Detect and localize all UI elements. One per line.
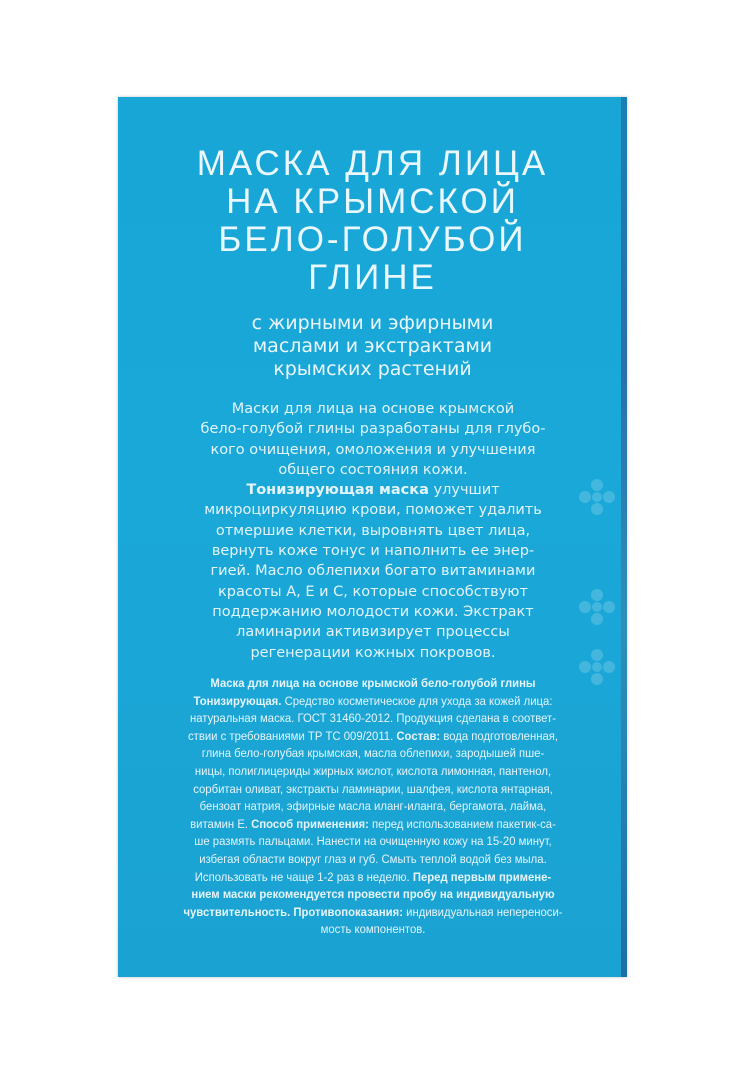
description-line: микроциркуляцию крови, поможет удалить: [204, 502, 542, 519]
title-line: НА КРЫМСКОЙ: [226, 182, 519, 221]
product-description: [158, 399, 588, 663]
composition-line: глина бело-голубая крымская, масла облепихи, зародышей пше-: [201, 746, 545, 761]
composition-line: ницы, полиглицериды жирных кислот, кислота лимонная, пантенол,: [194, 763, 552, 778]
composition-line: [161, 886, 584, 904]
description-line: [158, 480, 588, 500]
title-line: МАСКА ДЛЯ ЛИЦА: [196, 144, 549, 183]
composition-line: [161, 675, 584, 693]
description-line: бело-голубой глины разработаны для глубо-: [200, 421, 546, 438]
composition-text: Использовать не чаще 1-2 раз в неделю.: [194, 869, 413, 884]
composition-line: [161, 728, 584, 746]
product-box-back: [118, 97, 627, 977]
description-line: красоты А, Е и С, которые способствуют: [218, 583, 528, 600]
composition-line: бензоат натрия, эфирные масла иланг-иланга, бергамота, лайма,: [199, 799, 547, 814]
title-line: БЕЛО-ГОЛУБОЙ: [218, 220, 527, 259]
description-line: поддержанию молодости кожи. Экстракт: [212, 603, 534, 620]
contraindications-label: чувствительность. Противопоказания:: [183, 904, 404, 919]
composition-line: [161, 693, 584, 711]
description-line: отмершие клетки, выровнять цвет лица,: [215, 522, 531, 539]
description-line: регенерации кожных покровов.: [250, 644, 496, 661]
composition-line: ше размять пальцами. Нанести на очищенную кожу на 15-20 минут,: [194, 834, 552, 849]
composition-text: вода подготовленная,: [440, 728, 559, 743]
usage-label: Способ применения:: [251, 816, 369, 831]
title-line: ГЛИНЕ: [308, 258, 437, 297]
description-line: ламинарии активизирует процессы: [236, 624, 510, 641]
composition-text: индивидуальная непереноси-: [403, 904, 563, 919]
warning-text: Перед первым примене-: [412, 869, 552, 884]
composition-line: натуральная маска. ГОСТ 31460-2012. Продукция сделана в соответ-: [189, 711, 557, 726]
composition-text: Средство косметическое для ухода за кожей лица:: [281, 693, 553, 708]
composition-line: [161, 869, 584, 887]
composition-line: [161, 816, 584, 834]
description-text: улучшит: [428, 482, 500, 499]
subtitle-line: крымских растений: [273, 358, 472, 380]
description-line: Маски для лица на основе крымской: [231, 401, 515, 417]
composition-text: витамин Е.: [190, 816, 252, 831]
description-line: кого очищения, омоложения и улучшения: [210, 441, 536, 458]
description-line: общего состояния кожи.: [278, 461, 468, 478]
composition-text: перед использованием пакетик-са-: [368, 816, 556, 831]
composition-heading: Маска для лица на основе крымской бело-голубой глины: [210, 676, 536, 690]
product-subtitle: [118, 312, 627, 381]
subtitle-line: с жирными и эфирными: [251, 312, 494, 334]
composition-heading: Тонизирующая.: [193, 693, 282, 708]
composition-line: избегая области вокруг глаз и губ. Смыть теплой водой без мыла.: [199, 851, 547, 866]
composition-line: мость компонентов.: [320, 922, 426, 937]
product-variant-name: Тонизирующая маска: [246, 482, 429, 499]
ingredients-label: Состав:: [396, 728, 441, 743]
composition-block: [161, 675, 584, 939]
warning-text: нием маски рекомендуется провести пробу на индивидуальную: [191, 887, 555, 902]
description-line: вернуть коже тонус и наполнить ее энер-: [211, 543, 535, 560]
composition-line: сорбитан оливат, экстракты ламинарии, шалфея, кислота янтарная,: [193, 781, 553, 796]
composition-line: [161, 904, 584, 922]
product-title: [118, 145, 627, 297]
subtitle-line: маслами и экстрактами: [252, 335, 493, 357]
composition-text: ствии с требованиями ТР ТС 009/2011.: [187, 728, 397, 743]
description-line: гией. Масло облепихи богато витаминами: [210, 563, 536, 580]
